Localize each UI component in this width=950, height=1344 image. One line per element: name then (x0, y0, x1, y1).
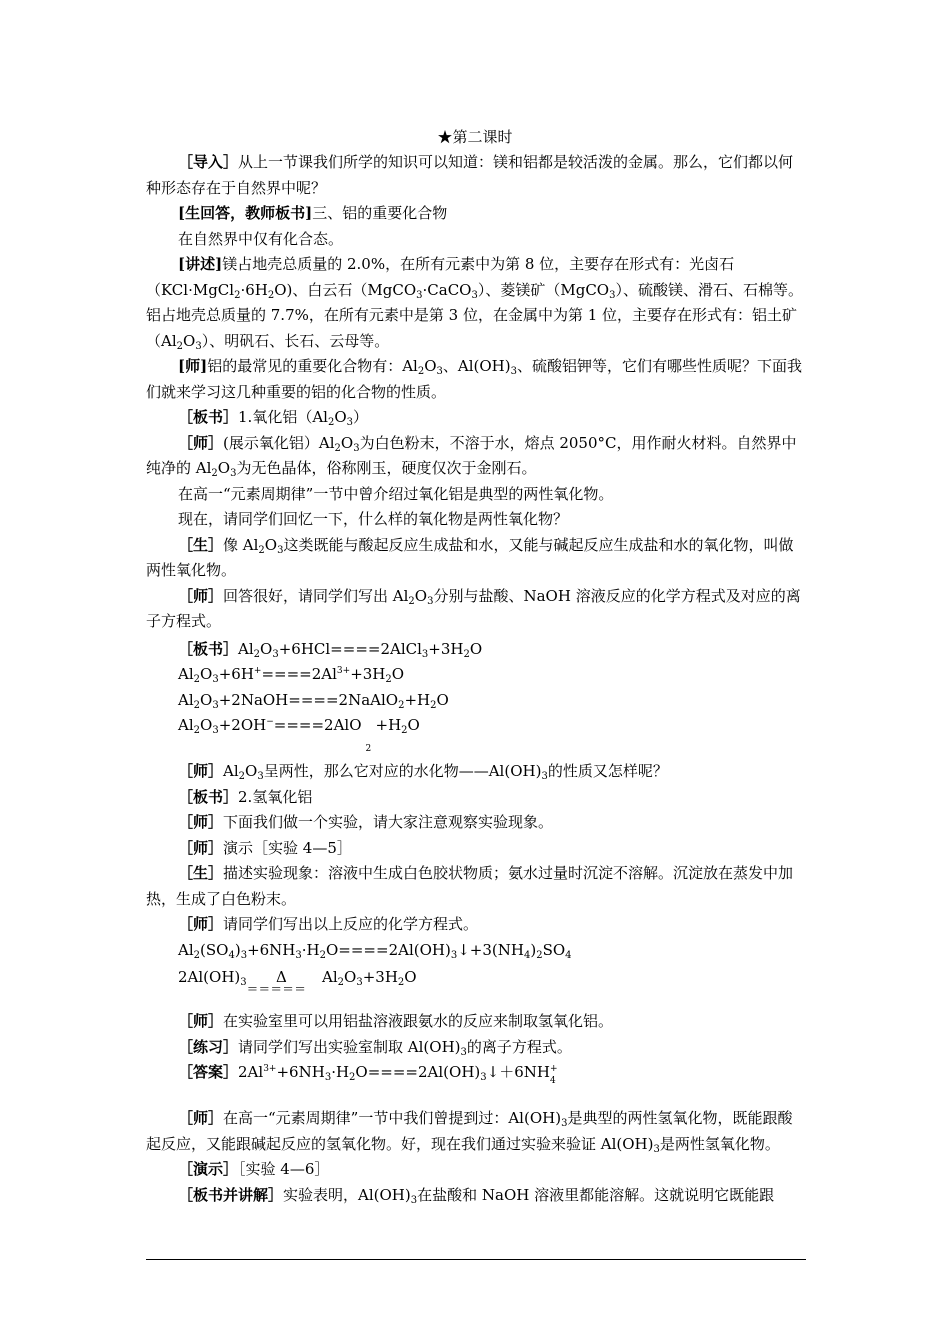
subscript: 2 (211, 468, 218, 479)
ammonium-subscript: 4 (549, 1076, 556, 1086)
text-run: ) (530, 940, 537, 959)
reaction-equals: ===== (247, 982, 307, 997)
subscript: 3 (212, 699, 219, 711)
text-run: +3H (362, 968, 398, 986)
text-run: Al (178, 940, 194, 959)
aluminate-subscript: 2 (365, 744, 372, 754)
subscript: 2 (253, 648, 261, 660)
equation-1 (146, 637, 806, 663)
text-run: O (200, 690, 213, 709)
paragraph-intro (146, 150, 806, 201)
delta-symbol: Δ (276, 968, 287, 986)
paragraph-student-answer (146, 533, 806, 584)
text-run: ·H (301, 940, 320, 959)
text-run: 回答很好，请同学们写出 Al (223, 586, 409, 605)
superscript: − (266, 717, 274, 727)
paragraph-periodic-law: 在高一“元素周期律”一节中曾介绍过氧化铝是典型的两性氧化物。 (178, 484, 614, 503)
section-tag: ［师］ (178, 586, 224, 605)
subscript: 3 (561, 1118, 568, 1129)
text-run: ↓＋6NH (486, 1063, 550, 1081)
text-run: Al (223, 762, 239, 780)
paragraph-teacher-write (146, 912, 806, 938)
subscript: 3 (295, 949, 302, 961)
lesson-title: ★第二课时 (437, 128, 513, 146)
section-tag: ［师］ (178, 1109, 224, 1127)
text-run (178, 965, 247, 991)
paragraph-teacher-request (146, 584, 806, 635)
equation-2 (146, 662, 806, 688)
text-run: O (217, 459, 231, 477)
subscript: 2 (408, 595, 415, 607)
subscript: 3 (410, 1194, 418, 1206)
text-run: O====2Al(OH) (326, 940, 451, 959)
subscript: 2 (398, 699, 405, 711)
text-run: +3H (428, 639, 464, 658)
text-run: 在实验室里可以用铝盐溶液跟氨水的反应来制取氢氧化铝。 (223, 1012, 614, 1030)
text-run: 2Al(OH) (178, 968, 241, 986)
subscript: 2 (349, 1072, 356, 1083)
text-run: (SO (200, 940, 229, 959)
paragraph-amphoteric (146, 1106, 806, 1157)
subscript: 3 (257, 771, 264, 782)
section-tag: ［练习］ (178, 1037, 239, 1056)
text-run: +3H (350, 665, 386, 683)
subscript: 2 (258, 544, 265, 556)
text-run: O (340, 433, 354, 452)
subscript: 2 (385, 674, 392, 685)
text-run: ↓+3(NH (457, 940, 524, 959)
paragraph-teacher-hydroxide (146, 759, 806, 785)
section-tag: [讲述] (178, 255, 223, 273)
text-run: +H (404, 690, 431, 709)
text-run: 1.氧化铝（Al (238, 408, 328, 426)
text-run: O (200, 716, 213, 734)
subscript: 2 (337, 977, 345, 988)
subscript: 4 (523, 949, 531, 961)
text-run: 2Al (238, 1063, 264, 1081)
section-tag: ［师］ (178, 915, 224, 933)
text-run: O (183, 331, 196, 350)
text-run: +2OH (218, 716, 267, 734)
equation-answer (146, 1060, 806, 1106)
subscript: 3 (324, 1072, 332, 1083)
section-tag: ［板书］ (178, 408, 239, 426)
equation-6 (146, 965, 806, 1005)
section-tag: ［板书并讲解］ (178, 1185, 284, 1204)
text-run: Al (178, 665, 194, 683)
text-run: Al (322, 968, 338, 986)
text-run: Al (238, 639, 254, 658)
text-run: +6NH (247, 940, 296, 959)
subscript: 2 (193, 699, 201, 711)
subscript: 3 (471, 289, 478, 301)
text-run: Al (178, 690, 194, 709)
subscript: 3 (353, 442, 360, 454)
paragraph-answer-board (146, 201, 806, 227)
text-run (550, 1060, 560, 1086)
section-tag: ［生］ (178, 864, 224, 882)
text-run: 2.氢氧化铝 (238, 787, 313, 806)
text-run: 描述实验现象：溶液中生成白色胶状物质；氨水过量时沉淀不溶解。沉淀放在蒸发中加热，生成了白色粉末。 (146, 864, 794, 908)
subscript: 4 (228, 949, 235, 961)
text-run: 分别与盐酸、NaOH 溶液反应的化学方程式及对应的离子方程式。 (146, 586, 801, 630)
subscript: 2 (234, 289, 241, 301)
text-run: ====2Al (261, 665, 337, 683)
text-run: 铝的最常见的重要化合物有：Al (207, 357, 418, 375)
subscript: 3 (272, 648, 279, 660)
subscript: 2 (417, 366, 425, 377)
subscript: 3 (212, 725, 219, 736)
text-run: ） (353, 408, 369, 426)
section-tag: ［演示］ (178, 1160, 239, 1178)
subscript: 2 (193, 725, 201, 736)
paragraph-lecture (146, 252, 806, 354)
section-tag: ［师］ (178, 813, 224, 831)
paragraph-teacher-compounds (146, 354, 806, 405)
subscript: 3 (212, 674, 219, 685)
text-run: O (344, 968, 357, 986)
text-run: O (200, 665, 213, 683)
text-run: +6HCl====2AlCl (278, 639, 422, 658)
text-run: 像 Al (223, 535, 259, 554)
paragraph-teacher-alumina (146, 431, 806, 482)
text-run: O (245, 762, 258, 780)
paragraph-lab-method (146, 1009, 806, 1035)
subscript: 3 (427, 595, 434, 607)
paragraph-board-hydroxide (146, 785, 806, 811)
subscript: 3 (416, 289, 423, 301)
text-run: 、Al(OH) (442, 357, 511, 375)
section-tag: ［师］ (178, 838, 224, 857)
subscript: 2 (334, 442, 341, 454)
text-run: 的性质又怎样呢？ (547, 762, 668, 780)
text-run: ［实验 4—6］ (238, 1160, 330, 1178)
text-run: O (391, 665, 405, 683)
text-run: ）、菱镁矿（MgCO (477, 280, 610, 299)
section-tag: ［师］ (178, 433, 224, 452)
text-run: O====2Al(OH) (355, 1063, 481, 1081)
text-run: +6H (218, 665, 254, 683)
text-run (322, 965, 417, 991)
paragraph-board-explain (146, 1183, 806, 1209)
section-tag: [师] (178, 357, 208, 375)
text-run: O (424, 357, 437, 375)
subscript: 3 (450, 949, 458, 961)
text-run: O (404, 968, 417, 986)
text-run: O (264, 535, 278, 554)
subscript: 2 (397, 977, 405, 988)
subscript: 3 (609, 289, 616, 301)
text-run: +6NH (276, 1063, 325, 1081)
paragraph-natural-state: 在自然界中仅有化合态。 (178, 229, 344, 248)
paragraph-practice (146, 1035, 806, 1061)
text-run: 实验表明，Al(OH) (283, 1185, 411, 1204)
section-tag: ［答案］ (178, 1063, 239, 1081)
lesson-content (146, 150, 806, 1208)
subscript: 3 (436, 366, 443, 377)
section-tag: ［板书］ (178, 787, 239, 806)
text-run: ====2AlO (273, 716, 362, 734)
section-tag: ［师］ (178, 762, 224, 780)
text-run: 请同学们写出实验室制取 Al(OH) (238, 1037, 461, 1056)
text-run: O (260, 639, 273, 658)
text-run: O (334, 408, 347, 426)
subscript: 2 (463, 648, 470, 660)
subscript: 3 (356, 977, 363, 988)
text-run: 镁占地壳总质量的 2.0%，在所有元素中为第 8 位，主要存在形式有：光卤石（KCl·MgCl (146, 255, 735, 299)
text-run: ）、硫酸镁、滑石、石棉等。铝占地壳总质量的 7.7%，在所有元素中是第 3 位，在金属中为第 1 位，主要存在形式有：铝土矿（Al (146, 280, 803, 350)
text-run: 为白色粉末，不溶于水，熔点 2050°C，用作耐火材料。自然界中纯净的 Al (146, 433, 797, 477)
subscript: 3 (541, 771, 548, 782)
text-run: 是两性氢氧化物。 (659, 1134, 780, 1153)
text-run: 从上一节课我们所学的知识可以知道：镁和铝都是较活泼的金属。那么，它们都以何种形态存在于自然界中呢？ (146, 153, 794, 197)
text-run: 演示［实验 4—5］ (223, 838, 352, 857)
text-run: SO (542, 940, 566, 959)
text-run: ·6H (240, 280, 268, 299)
footer-divider (146, 1259, 806, 1260)
text-run: 在盐酸和 NaOH 溶液里都能溶解。这就说明它既能跟 (417, 1185, 775, 1204)
subscript: 2 (176, 340, 184, 352)
subscript: 3 (510, 366, 517, 377)
text-run: (展示氧化铝）Al (223, 433, 335, 452)
tag-intro: ［导入］ (178, 153, 239, 171)
section-tag: ［师］ (178, 1012, 224, 1030)
subscript: 3 (480, 1072, 487, 1083)
subscript: 3 (460, 1046, 467, 1058)
paragraph-question: 现在，请同学们回忆一下，什么样的氧化物是两性氧化物？ (178, 510, 569, 528)
superscript: + (549, 1064, 558, 1074)
text-run: O)、白云石（MgCO (274, 280, 417, 299)
section-tag: ［生］ (178, 535, 224, 554)
subscript: 2 (193, 674, 201, 685)
text-run: O (407, 716, 420, 734)
text-run: ）、明矾石、长石、云母等。 (201, 331, 390, 350)
text-run: ·H (331, 1063, 350, 1081)
superscript: 3+ (263, 1064, 277, 1074)
superscript: 3+ (336, 666, 351, 676)
equation-4 (146, 713, 806, 759)
subscript: 3 (195, 340, 202, 352)
subscript: 3 (240, 977, 247, 988)
text-run: 是典型的两性氢氧化物，既能跟酸起反应，又能跟碱起反应的氢氧化物。好，现在我们通过实验来验证 Al(OH) (146, 1109, 793, 1153)
text-run: O (436, 690, 449, 709)
subscript: 2 (267, 289, 275, 301)
text-run: ·CaCO (422, 280, 472, 299)
subscript: 4 (565, 949, 572, 961)
subscript: 3 (346, 417, 354, 428)
section-tag: ［板书］ (178, 639, 239, 658)
text-run: Al (178, 716, 194, 734)
subscript: 2 (430, 699, 437, 711)
text-run: +H (375, 716, 402, 734)
subscript: 2 (319, 949, 326, 961)
superscript: + (253, 666, 262, 676)
text-run: 这类既能与酸起反应生成盐和水，又能与碱起反应生成盐和水的氧化物，叫做两性氧化物。 (146, 535, 794, 579)
subscript: 3 (277, 544, 284, 556)
text-run: 请同学们写出以上反应的化学方程式。 (223, 915, 479, 933)
text-run: 在高一“元素周期律”一节中我们曾提到过：Al(OH) (223, 1109, 562, 1127)
text-run: 三、铝的重要化合物 (312, 204, 448, 222)
subscript: 2 (536, 949, 543, 961)
text-run: ) (234, 940, 241, 959)
text-run: O (469, 639, 483, 658)
text-run: O (414, 586, 428, 605)
subscript: 3 (653, 1143, 660, 1155)
text-run: 为无色晶体，俗称刚玉，硬度仅次于金刚石。 (236, 459, 537, 477)
text-run: 、硫酸铝钾等，它们有哪些性质呢？下面我们就来学习这几种重要的铝的化合物的性质。 (146, 357, 803, 401)
equation-3 (146, 688, 806, 714)
text-run: +2NaOH====2NaAlO (218, 690, 399, 709)
paragraph-teacher-experiment (146, 810, 806, 836)
subscript: 2 (238, 771, 246, 782)
subscript: 2 (327, 417, 335, 428)
subscript: 3 (230, 468, 237, 479)
subscript: 2 (193, 949, 201, 961)
equation-5 (146, 938, 806, 964)
paragraph-student-observation (146, 861, 806, 912)
subscript: 3 (240, 949, 248, 961)
paragraph-board-alumina (146, 405, 806, 431)
subscript: 3 (421, 648, 429, 660)
paragraph-demo-4-6 (146, 1157, 806, 1183)
text-run: 呈两性，那么它对应的水化物——Al(OH) (263, 762, 542, 780)
text-run: 的离子方程式。 (466, 1037, 572, 1056)
paragraph-demo-4-5 (146, 836, 806, 862)
subscript: 2 (401, 725, 408, 736)
section-tag: [生回答，教师板书] (178, 204, 313, 222)
text-run: 下面我们做一个实验，请大家注意观察实验现象。 (223, 813, 554, 831)
